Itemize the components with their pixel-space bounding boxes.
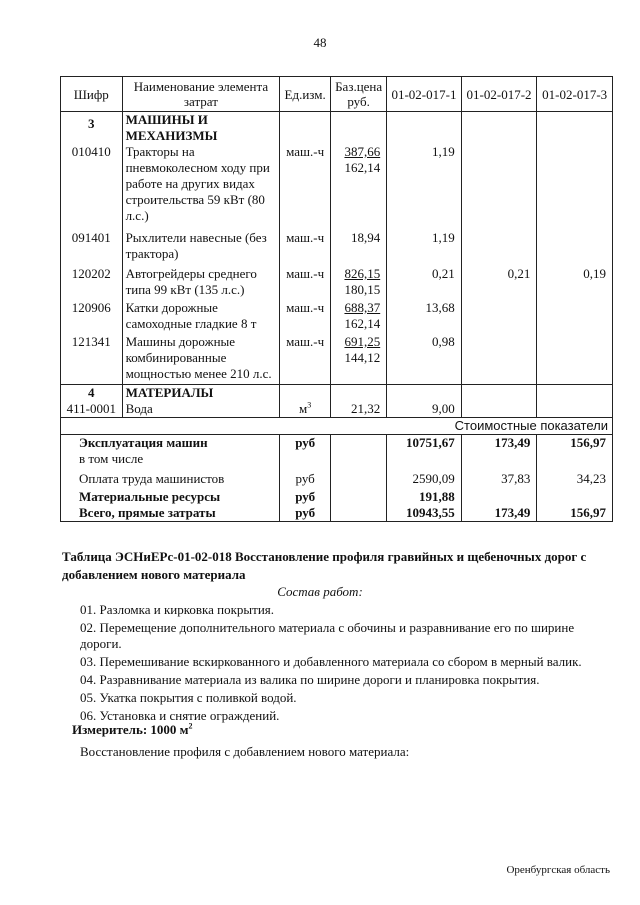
table-header-row	[61, 77, 613, 112]
row-unit: маш.-ч	[280, 224, 331, 262]
row-code: 120906	[61, 298, 123, 332]
summary-row-wages	[61, 467, 613, 487]
row-name: Машины дорожные комбинированные мощностью менее 210 л.с.	[122, 332, 280, 385]
summary-value-3: 156,97	[537, 435, 613, 452]
work-item: 05. Укатка покрытия с поливкой водой.	[80, 690, 297, 705]
row-value-1: 0,98	[387, 332, 462, 385]
summary-value-2: 173,49	[461, 435, 537, 452]
row-code: 121341	[61, 332, 123, 385]
work-item: 02. Перемещение дополнительного материала с обочины и разравнивание его по ширине дороги.	[80, 620, 575, 651]
summary-label: Оплата труда машинистов	[61, 467, 280, 487]
summary-value-2: 173,49	[461, 505, 537, 522]
row-name: Автогрейдеры среднего типа 99 кВт (135 л.с.)	[122, 262, 280, 298]
section-title: МАТЕРИАЛЫ	[122, 385, 280, 402]
table-row	[61, 298, 613, 332]
header-col2: 01-02-017-2	[461, 77, 537, 112]
table-row	[61, 224, 613, 262]
header-col1: 01-02-017-1	[387, 77, 462, 112]
cost-note: Стоимостные показатели	[61, 418, 613, 435]
restore-caption: Восстановление профиля с добавлением нового материала:	[80, 744, 410, 759]
row-unit: маш.-ч	[280, 262, 331, 298]
works-heading: Состав работ:	[277, 584, 363, 599]
page-number: 48	[313, 35, 327, 50]
summary-value-1: 2590,09	[387, 467, 462, 487]
table-title: Таблица ЭСНиЕРс-01-02-018 Восстановление профиля гравийных и щебеночных дорог с добавлением нового материала	[62, 549, 587, 582]
summary-value-2: 37,83	[461, 467, 537, 487]
summary-unit: руб	[280, 467, 331, 487]
table-row	[61, 144, 613, 224]
summary-unit: руб	[280, 505, 331, 522]
row-price: 18,94	[331, 224, 387, 262]
row-code: 091401	[61, 224, 123, 262]
cost-note-row	[61, 418, 613, 435]
row-price-wages: 162,14	[344, 316, 381, 331]
summary-row-total	[61, 505, 613, 522]
summary-unit: руб	[280, 487, 331, 505]
row-value-2: 0,21	[461, 262, 537, 298]
row-name: Катки дорожные самоходные гладкие 8 т	[122, 298, 280, 332]
table-row	[61, 401, 613, 418]
row-code: 120202	[61, 262, 123, 298]
row-name: Рыхлители навесные (без трактора)	[122, 224, 280, 262]
row-code: 010410	[61, 144, 123, 224]
summary-value-1: 10943,55	[387, 505, 462, 522]
summary-value-3: 34,23	[537, 467, 613, 487]
footer-region: Оренбургская область	[506, 864, 610, 876]
row-name: Тракторы на пневмоколесном ходу при работе на других видах строительства 59 кВт (80 л.с.)	[122, 144, 280, 224]
row-price-wages: 144,12	[344, 350, 381, 365]
table-row	[61, 262, 613, 298]
work-item: 06. Установка и снятие ограждений.	[80, 708, 280, 723]
table-row	[61, 332, 613, 385]
row-value-1: 9,00	[387, 401, 462, 418]
summary-row-exploitation	[61, 435, 613, 452]
header-unit: Ед.изм.	[280, 77, 331, 112]
summary-unit: руб	[280, 435, 331, 452]
summary-value-3: 156,97	[537, 505, 613, 522]
header-name: Наименование элемента затрат	[122, 77, 280, 112]
row-price: 826,15	[344, 266, 381, 281]
work-item: 01. Разломка и кирковка покрытия.	[80, 602, 275, 617]
work-item: 03. Перемешивание вскиркованного и добавленного материала со сбором в мерный валик.	[80, 654, 582, 669]
section-number: 3	[61, 112, 123, 145]
row-unit: маш.-ч	[280, 298, 331, 332]
section-title: МАШИНЫ И МЕХАНИЗМЫ	[122, 112, 280, 145]
summary-label: Эксплуатация машин	[61, 435, 280, 452]
resource-table	[60, 76, 613, 522]
summary-label: Материальные ресурсы	[61, 487, 280, 505]
row-name: Вода	[122, 401, 280, 418]
section-row-machines	[61, 112, 613, 145]
row-unit: маш.-ч	[280, 332, 331, 385]
section-number: 4	[61, 385, 123, 402]
row-value-1: 13,68	[387, 298, 462, 332]
summary-label: в том числе	[61, 451, 280, 467]
row-value-1: 1,19	[387, 224, 462, 262]
measure-unit: Измеритель: 1000 $м^2$	[72, 721, 193, 737]
summary-value-1: 191,88	[387, 487, 462, 505]
summary-value-1: 10751,67	[387, 435, 462, 452]
row-value-1: 0,21	[387, 262, 462, 298]
work-item: 04. Разравнивание материала из валика по ширине дороги и планировка покрытия.	[80, 672, 540, 687]
row-price: 691,25	[344, 334, 381, 349]
row-value-1: 1,19	[387, 144, 462, 224]
row-value-3: 0,19	[537, 262, 613, 298]
section-row-materials	[61, 385, 613, 402]
row-price: 387,66	[344, 144, 381, 159]
row-price-wages: 180,15	[344, 282, 381, 297]
header-code: Шифр	[61, 77, 123, 112]
row-price-wages: 162,14	[344, 160, 381, 175]
row-price: 688,37	[344, 300, 381, 315]
row-price: 21,32	[331, 401, 387, 418]
row-unit: маш.-ч	[280, 144, 331, 224]
header-base-price: Баз.цена руб.	[331, 77, 387, 112]
row-unit: $м^3$	[280, 401, 331, 418]
header-col3: 01-02-017-3	[537, 77, 613, 112]
summary-label: Всего, прямые затраты	[61, 505, 280, 522]
row-code: 411-0001	[61, 401, 123, 418]
summary-row-materials	[61, 487, 613, 505]
summary-row-including	[61, 451, 613, 467]
